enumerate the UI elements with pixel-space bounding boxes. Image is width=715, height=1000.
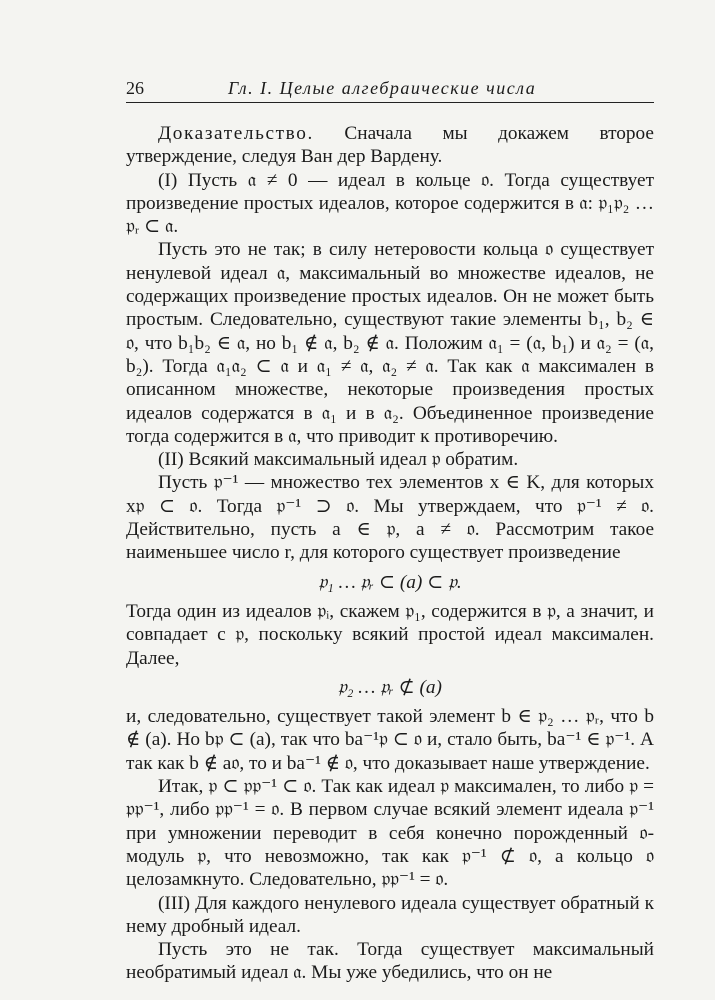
- proof-intro-text: Сначала мы докажем второе утверждение, следуя Ван дер Вардену.: [126, 123, 654, 168]
- paragraph-proof-3: Пусть это не так. Тогда существует максимальный необратимый идеал 𝔞. Мы уже убедились, что он не: [126, 939, 654, 984]
- paragraph-proof-intro: [126, 122, 654, 169]
- paragraph-proof-2b: Тогда один из идеалов 𝔭ᵢ, скажем 𝔭₁, содержится в 𝔭, а значит, и совпадает с 𝔭, поскольку всякий простой идеал максимален. Далее,: [126, 600, 654, 669]
- paragraph-proof-2d: Итак, 𝔭 ⊂ 𝔭𝔭⁻¹ ⊂ 𝔬. Так как идеал 𝔭 максимален, то либо 𝔭 = 𝔭𝔭⁻¹, либо 𝔭𝔭⁻¹ = 𝔬. В первом случае всякий элемент идеала 𝔭⁻¹ при умножении переводит в себя конечно порожденный 𝔬-модуль 𝔭, что невозможно, так как 𝔭⁻¹ ⊄ 𝔬, а кольцо 𝔬 целозамкнуто. Следовательно, 𝔭𝔭⁻¹ = 𝔬.: [126, 776, 654, 891]
- paragraph-proof-2a: Пусть 𝔭⁻¹ — множество тех элементов x ∈ K, для которых x𝔭 ⊂ 𝔬. Тогда 𝔭⁻¹ ⊃ 𝔬. Мы утверждаем, что 𝔭⁻¹ ≠ 𝔬. Действительно, пусть a ∈ 𝔭, a ≠ 𝔬. Рассмотрим такое наименьшее число r, для которого существует произведение: [126, 472, 654, 564]
- page-number: 26: [126, 78, 144, 98]
- running-title: Гл. I. Целые алгебраические числа: [228, 78, 537, 98]
- formula-2: 𝔭₂ … 𝔭ᵣ ⊄ (a): [338, 676, 442, 698]
- proof-label: Доказательство.: [158, 123, 314, 144]
- paragraph-claim-3: (III) Для каждого ненулевого идеала существует обратный к нему дробный идеал.: [126, 892, 654, 937]
- paragraph-proof-2c: и, следовательно, существует такой элемент b ∈ 𝔭₂ … 𝔭ᵣ, что b ∉ (a). Но b𝔭 ⊂ (a), так что ba⁻¹𝔭 ⊂ 𝔬 и, стало быть, ba⁻¹ ∈ 𝔭⁻¹. А так как b ∉ a𝔬, то и ba⁻¹ ∉ 𝔬, что доказывает наше утверждение.: [126, 706, 654, 774]
- paragraph-claim-2: (II) Всякий максимальный идеал 𝔭 обратим.: [158, 449, 519, 471]
- formula-1: 𝔭₁ … 𝔭ᵣ ⊂ (a) ⊂ 𝔭.: [318, 571, 462, 593]
- page-body: [126, 122, 654, 985]
- paragraph-proof-1: Пусть это не так; в силу нетеровости кольца 𝔬 существует ненулевой идеал 𝔞, максимальный во множестве идеалов, не содержащих произведение простых идеалов. Он не может быть простым. Следовательно, существуют такие элементы b₁, b₂ ∈ 𝔬, что b₁b₂ ∈ 𝔞, но b₁ ∉ 𝔞, b₂ ∉ 𝔞. Положим 𝔞₁ = (𝔞, b₁) и 𝔞₂ = (𝔞, b₂). Тогда 𝔞₁𝔞₂ ⊂ 𝔞 и 𝔞₁ ≠ 𝔞, 𝔞₂ ≠ 𝔞. Так как 𝔞 максимален в описанном множестве, некоторые произведения простых идеалов содержатся в 𝔞₁ и в 𝔞₂. Объединенное произведение тогда содержится в 𝔞, что приводит к противоречию.: [126, 239, 654, 447]
- page-header: [126, 74, 654, 103]
- paragraph-claim-1: (I) Пусть 𝔞 ≠ 0 — идеал в кольце 𝔬. Тогда существует произведение простых идеалов, которое содержится в 𝔞: 𝔭₁𝔭₂ … 𝔭ᵣ ⊂ 𝔞.: [126, 169, 654, 238]
